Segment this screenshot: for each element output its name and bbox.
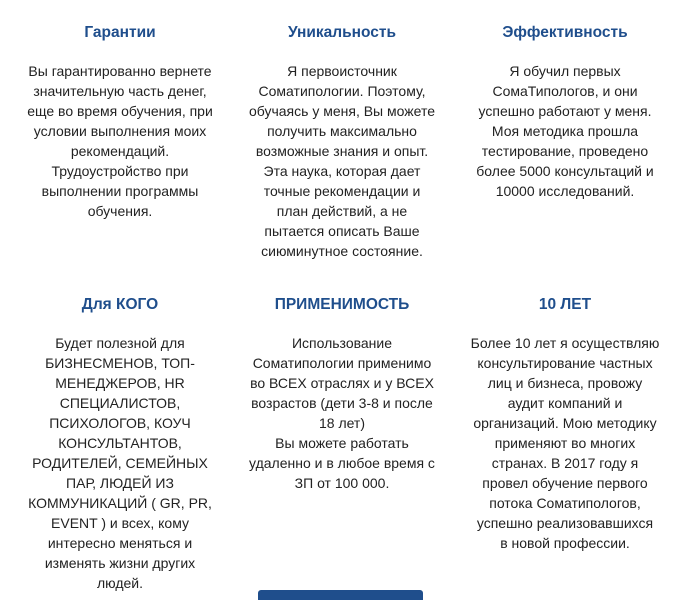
feature-text: Я первоисточник Соматипологии. Поэтому, обучаясь у меня, Вы можете получить максимально возможные знания и опыт. Эта наука, которая дает точные рекомендации и план действий, а не пытается описать Ваше сиюминутное состояние. [248, 63, 435, 259]
feature-title: Гарантии [84, 24, 156, 41]
feature-efficiency [460, 23, 670, 201]
feature-experience [460, 295, 670, 553]
cta-button[interactable] [258, 590, 423, 600]
feature-text: Будет полезной для БИЗНЕСМЕНОВ, ТОП- МЕНЕДЖЕРОВ, HR СПЕЦИАЛИСТОВ, ПСИХОЛОГОВ, КОУЧ КОНСУЛЬТАНТОВ, РОДИТЕЛЕЙ, СЕМЕЙНЫХ ПАР, ЛЮДЕЙ ИЗ КОММУНИКАЦИЙ ( GR, PR, EVENT ) и всех, кому интересно меняться и изменять жизни других людей. [28, 335, 212, 591]
feature-text: Более 10 лет я осуществляю консультирование частных лиц и бизнеса, провожу аудит компаний и организаций. Мою методику применяют во многих странах. В 2017 году я провел обучение первого потока Соматипологов, успешно реализовавшихся в новой профессии. [470, 335, 660, 551]
feature-applicability [237, 295, 447, 493]
feature-title: Уникальность [287, 24, 397, 41]
feature-text: Вы гарантированно вернете значительную часть денег, еще во время обучения, при условии выполнения моих рекомендаций. Трудоустройство при выполнении программы обучения. [27, 63, 213, 219]
feature-guarantees [15, 23, 225, 221]
feature-text: Я обучил первых СомаТипологов, и они успешно работают у меня. Моя методика прошла тестирование, проведено более 5000 консультаций и 10000 исследований. [476, 63, 654, 199]
feature-text: Использование Соматипологии применимо во ВСЕХ отраслях и у ВСЕХ возрастов (дети 3-8 и после 18 лет) Вы можете работать удаленно и в любое время с ЗП от 100 000. [249, 335, 435, 491]
feature-title: ПРИМЕНИМОСТЬ [274, 296, 410, 313]
feature-title: Эффективность [502, 24, 628, 41]
feature-uniqueness [237, 23, 447, 261]
feature-title: 10 ЛЕТ [538, 296, 592, 313]
feature-audience [15, 295, 225, 593]
feature-title: Для КОГО [81, 296, 159, 313]
